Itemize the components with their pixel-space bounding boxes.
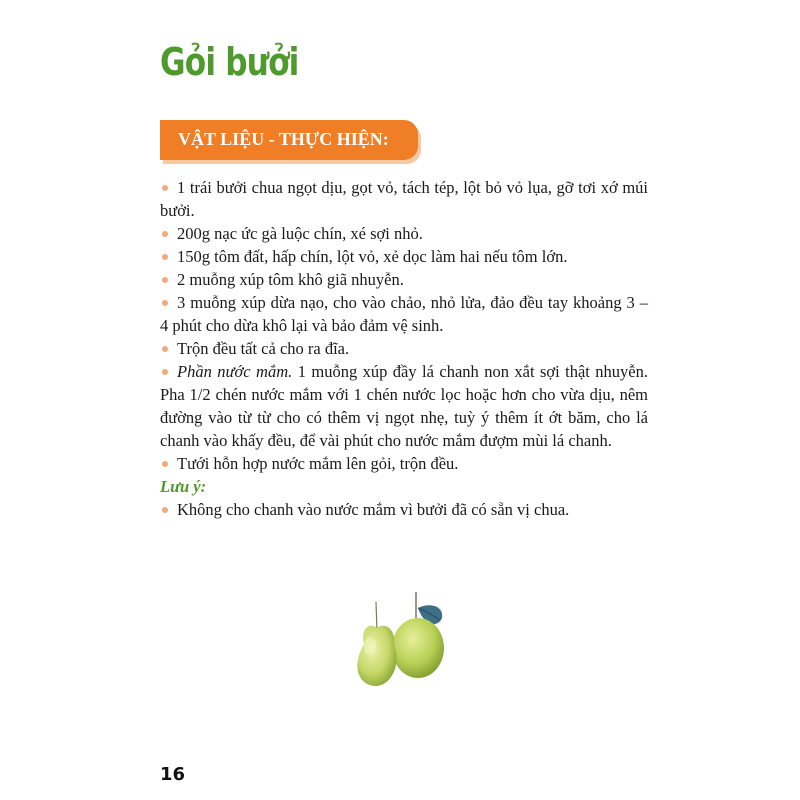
bullet-icon — [162, 461, 168, 467]
list-item — [160, 222, 648, 245]
list-item — [160, 452, 648, 475]
page-number: 16 — [160, 764, 186, 785]
note-item — [160, 498, 648, 521]
list-item — [160, 268, 648, 291]
sauce-paragraph — [160, 360, 648, 452]
list-item-text: 150g tôm đất, hấp chín, lột vỏ, xẻ dọc làm hai nếu tôm lớn. — [177, 247, 568, 266]
section-heading-banner — [160, 120, 418, 160]
section-heading-text: VẬT LIỆU - THỰC HIỆN: — [178, 129, 389, 149]
list-item — [160, 291, 648, 337]
list-item — [160, 245, 648, 268]
list-item-text: 2 muỗng xúp tôm khô giã nhuyễn. — [177, 270, 404, 289]
bullet-icon — [162, 369, 168, 375]
list-item — [160, 176, 648, 222]
bullet-icon — [162, 185, 168, 191]
list-item-text: 200g nạc ức gà luộc chín, xé sợi nhỏ. — [177, 224, 423, 243]
bullet-icon — [162, 300, 168, 306]
recipe-title: Gỏi bưởi — [160, 40, 299, 84]
sauce-text: 1 muỗng xúp đầy lá chanh non xắt sợi thật nhuyễn. Pha 1/2 chén nước mắm với 1 chén nước lọc hoặc hơn cho vừa dịu, nêm đường vào từ từ cho có thêm vị ngọt nhẹ, tuỳ ý thêm ít ớt băm, cho lá chanh vào khấy đều, để vài phút cho nước mắm đượm mùi lá chanh. — [160, 362, 648, 450]
bullet-icon — [162, 231, 168, 237]
pomelo-fruit-illustration — [346, 588, 456, 692]
note-heading: Lưu ý: — [160, 477, 207, 496]
list-item — [160, 337, 648, 360]
sauce-label: Phần nước mắm. — [177, 362, 293, 381]
bullet-icon — [162, 346, 168, 352]
recipe-body — [160, 176, 648, 521]
list-item-text: Trộn đều tất cả cho ra đĩa. — [177, 339, 350, 358]
list-item-text: 1 trái bưởi chua ngọt dịu, gọt vỏ, tách tép, lột bỏ vỏ lụa, gỡ tơi xớ múi bưởi. — [160, 178, 648, 220]
note-item-text: Không cho chanh vào nước mắm vì bưởi đã có sẵn vị chua. — [177, 500, 570, 519]
bullet-icon — [162, 254, 168, 260]
bullet-icon — [162, 507, 168, 513]
bullet-icon — [162, 277, 168, 283]
list-item-text: Tưới hỗn hợp nước mắm lên gỏi, trộn đều. — [177, 454, 459, 473]
list-item-text: 3 muỗng xúp dừa nạo, cho vào chảo, nhỏ lửa, đảo đều tay khoảng 3 – 4 phút cho dừa khô lại và bảo đảm vệ sinh. — [160, 293, 648, 335]
